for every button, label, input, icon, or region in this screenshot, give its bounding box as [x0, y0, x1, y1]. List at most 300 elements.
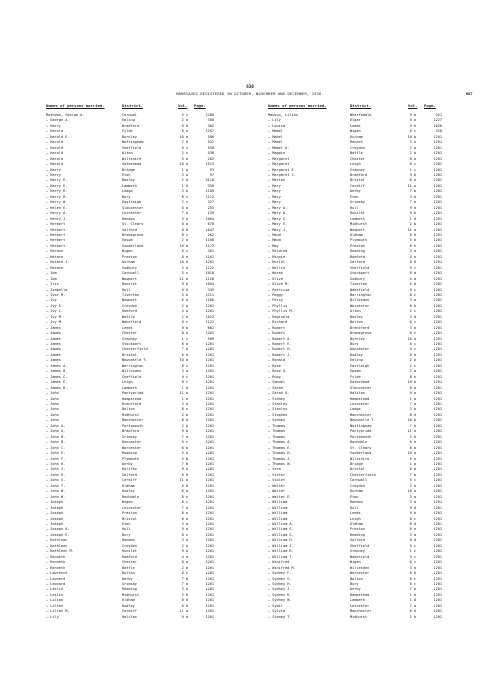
entry-district: Bury: [350, 342, 359, 347]
entry-page: 1094: [205, 282, 214, 287]
entry-page: 1201: [433, 314, 442, 319]
entry-district: Stepney: [350, 549, 365, 554]
entry-district: Lodge: [350, 407, 361, 412]
entry-volume: 9 b: [181, 549, 188, 554]
entry-name: — James C.: [46, 374, 68, 379]
entry-volume: 2 b: [181, 314, 188, 319]
entry-district: Chester: [122, 331, 137, 336]
entry-name: — Stephen: [268, 412, 288, 417]
entry-volume: 9 b: [409, 172, 416, 177]
entry-page: 1201: [205, 598, 214, 603]
entry-page: 1201: [433, 254, 442, 259]
entry-name: — James: [46, 342, 61, 347]
entry-name: — John R.: [46, 472, 66, 477]
entry-volume: 6 c: [181, 232, 188, 237]
entry-name: — John A.: [46, 429, 66, 434]
entry-volume: 8 e: [409, 527, 416, 532]
entry-page: 1201: [205, 614, 214, 619]
entry-volume: 7 b: [409, 189, 416, 194]
entry-page: 1201: [205, 538, 214, 543]
entry-page: 1201: [433, 527, 442, 532]
entry-name: — Winifred M.: [268, 565, 296, 570]
entry-page: 1201: [205, 363, 214, 368]
entry-volume: 3 a: [409, 140, 416, 145]
entry-volume: 8 d: [409, 412, 416, 417]
entry-district: Salford: [350, 538, 365, 543]
entry-district: Sheffield: [350, 543, 370, 548]
entry-name: — Thomas: [268, 423, 286, 428]
entry-district: Sheffield: [350, 265, 370, 270]
entry-volume: 1 c: [409, 167, 416, 172]
entry-name: — John C.: [46, 445, 66, 450]
entry-district: Rochdale: [350, 440, 368, 445]
entry-district: Bexley: [122, 178, 135, 183]
entry-name: — John: [46, 412, 59, 417]
entry-page: 1201: [433, 532, 442, 537]
entry-name: — Mary J.: [268, 227, 288, 232]
entry-page: 1201: [433, 205, 442, 210]
entry-district: Tiverton: [122, 292, 140, 297]
entry-page: 2288: [205, 113, 214, 117]
entry-name: — Horace: [46, 249, 64, 254]
entry-volume: 8 c: [409, 129, 416, 134]
entry-page: 1201: [205, 565, 214, 570]
entry-district: Burnley: [350, 336, 365, 341]
entry-volume: 6 a: [181, 352, 188, 357]
entry-district: Alton: [122, 151, 133, 156]
entry-page: 1201: [205, 418, 214, 423]
entry-page: 1201: [433, 511, 442, 516]
entry-volume: 3 a: [181, 216, 188, 221]
entry-volume: 5 c: [181, 113, 188, 117]
entry-name: — Sydney F.: [268, 571, 292, 576]
entry-page: 1112: [205, 194, 214, 199]
entry-page: 1201: [205, 462, 214, 466]
entry-district: Bolton: [350, 320, 363, 325]
entry-page: 1201: [205, 576, 214, 581]
entry-volume: 3 a: [181, 172, 188, 177]
right-page-header: Page.: [424, 103, 436, 108]
entry-volume: 11 a: [179, 391, 188, 396]
entry-name: — Thomas: [268, 434, 286, 439]
entry-district: Rochdale: [122, 494, 140, 499]
entry-district: Wigan: [122, 249, 133, 254]
entry-district: Halifax: [350, 391, 365, 396]
entry-page: 1211: [205, 292, 214, 297]
entry-page: 1201: [433, 500, 442, 505]
entry-name: — Harry: [46, 167, 61, 172]
entry-volume: 3 a: [181, 521, 188, 526]
entry-district: Derby: [122, 576, 133, 581]
entry-page: 255: [207, 205, 214, 210]
entry-volume: 6 b: [181, 603, 188, 608]
entry-page: 1201: [205, 434, 214, 439]
entry-district: Warrington: [350, 292, 372, 297]
entry-volume: 9 c: [181, 440, 188, 445]
entry-name: — John B.: [46, 440, 66, 445]
entry-name: — Harold: [46, 129, 64, 134]
entry-page: 321: [435, 113, 442, 117]
entry-name: — Joseph: [46, 505, 64, 510]
entry-volume: 8 d: [181, 483, 188, 488]
entry-volume: 9 b: [409, 123, 416, 128]
entry-page: 1201: [433, 167, 442, 172]
entry-district: Ealing: [122, 118, 135, 123]
entry-volume: 2 a: [181, 543, 188, 548]
entry-volume: 9 a: [409, 113, 416, 117]
entry-name: — Maud: [268, 238, 281, 243]
entry-page: 1201: [433, 592, 442, 597]
entry-page: 1201: [205, 358, 214, 363]
entry-page: 1201: [433, 549, 442, 554]
entry-volume: 9 b: [181, 325, 188, 330]
entry-district: Dudley: [122, 603, 135, 608]
entry-volume: 11 a: [407, 183, 416, 188]
entry-page: 1201: [433, 238, 442, 243]
entry-name: — Ronald: [268, 358, 286, 363]
entry-name: — John W.: [46, 489, 66, 494]
entry-name: — Harry E.: [46, 178, 68, 183]
entry-district: Stockport: [350, 271, 370, 276]
entry-page: 1201: [433, 521, 442, 526]
entry-volume: 5 b: [409, 282, 416, 287]
entry-volume: 9 c: [409, 287, 416, 292]
entry-volume: 9 b: [181, 282, 188, 287]
entry-page: 662: [207, 325, 214, 330]
entry-volume: 8 a: [409, 445, 416, 450]
entry-volume: 2 a: [409, 145, 416, 150]
entry-name: — Leslie: [46, 587, 64, 592]
entry-page: 1201: [433, 363, 442, 368]
entry-volume: 2 c: [409, 363, 416, 368]
entry-page: 1201: [433, 320, 442, 325]
entry-name: — John J.: [46, 467, 66, 472]
entry-volume: 2 c: [181, 151, 188, 156]
entry-volume: 7 b: [181, 347, 188, 352]
entry-name: — Walter: [268, 489, 286, 494]
entry-volume: 5 a: [409, 456, 416, 461]
entry-volume: 10 a: [179, 162, 188, 167]
entry-page: 1201: [205, 527, 214, 532]
entry-district: Manchester: [122, 418, 144, 423]
entry-page: 596: [207, 134, 214, 139]
entry-page: 1201: [433, 456, 442, 461]
entry-volume: 8 c: [181, 571, 188, 576]
entry-volume: 7 a: [409, 402, 416, 407]
entry-name: — James E.: [46, 380, 68, 385]
entry-name: — Patricia: [268, 287, 290, 292]
entry-name: — Sarah: [268, 385, 283, 390]
entry-name: — Vera: [268, 467, 281, 472]
entry-page: 1201: [433, 451, 442, 456]
entry-district: Burnley: [122, 134, 137, 139]
entry-district: Plymouth: [122, 456, 140, 461]
entry-district: Leicester: [122, 211, 142, 216]
entry-volume: 2 a: [409, 483, 416, 488]
entry-district: Grimsby: [350, 200, 365, 205]
entry-name: — Winifred: [268, 560, 290, 565]
entry-volume: 11 a: [407, 227, 416, 232]
entry-page: 532: [207, 140, 214, 145]
entry-district: Midhurst: [350, 614, 368, 619]
entry-name: — Olive: [268, 276, 283, 281]
entry-name: Mathews, George A.: [46, 113, 85, 117]
entry-district: Dudley: [122, 489, 135, 494]
entry-volume: 8 c: [409, 342, 416, 347]
entry-page: 1201: [205, 342, 214, 347]
entry-page: 1201: [205, 609, 214, 614]
entry-volume: 8 e: [409, 374, 416, 379]
entry-page: 1201: [205, 505, 214, 510]
entry-district: Leigh: [350, 162, 361, 167]
entry-volume: 8 e: [181, 129, 188, 134]
entry-district: Pontypridd: [122, 391, 144, 396]
entry-district: Fylde: [122, 129, 133, 134]
entry-volume: 8 a: [181, 560, 188, 565]
entry-name: — Margaret: [268, 162, 290, 167]
entry-name: — Harold: [46, 151, 64, 156]
entry-volume: 5 b: [181, 456, 188, 461]
entry-page: 1201: [433, 538, 442, 543]
entry-volume: 8 c: [181, 500, 188, 505]
entry-district: Newcastle T.: [122, 358, 148, 363]
left-names-header: Names of persons married.: [46, 103, 105, 108]
right-vol-header: Vol.: [408, 103, 418, 108]
entry-volume: 10 a: [179, 134, 188, 139]
entry-name: — Mary E.: [268, 216, 288, 221]
entry-volume: 1 d: [181, 385, 188, 390]
entry-page: 1020: [433, 123, 442, 128]
entry-name: — Margaret: [268, 156, 290, 161]
entry-district: Hampstead: [122, 396, 142, 401]
entry-district: Chester: [350, 156, 365, 161]
entry-name: — Phyllis: [268, 303, 288, 308]
entry-district: Hampstead: [350, 592, 370, 597]
entry-district: Bradford: [122, 429, 140, 434]
entry-volume: 2 a: [409, 358, 416, 363]
entry-page: 1201: [433, 445, 442, 450]
entry-name: — William J.: [268, 543, 294, 548]
entry-volume: 6 b: [409, 303, 416, 308]
entry-name: — Olive M.: [268, 282, 290, 287]
entry-name: — Harry: [46, 172, 61, 177]
entry-district: Doncaster: [350, 347, 370, 352]
entry-volume: 7 b: [409, 472, 416, 477]
entry-name: — Iris: [46, 282, 59, 287]
entry-name: — Sydney W.: [268, 598, 292, 603]
entry-page: 1201: [433, 227, 442, 232]
entry-district: Halifax: [122, 467, 137, 472]
entry-page: 1201: [205, 440, 214, 445]
entry-district: Hendon: [122, 216, 135, 221]
entry-district: Gateshead: [122, 162, 142, 167]
entry-volume: 3 a: [181, 451, 188, 456]
entry-volume: 5 c: [181, 271, 188, 276]
entry-page: 345: [207, 287, 214, 292]
entry-district: Croydon: [122, 543, 137, 548]
entry-district: Leigh: [122, 380, 133, 385]
entry-page: 1201: [433, 369, 442, 374]
entry-district: Willesden: [122, 369, 142, 374]
entry-name: — Sybil: [268, 603, 283, 608]
entry-name: — Mabel: [268, 140, 283, 145]
entry-district: Gateshead: [350, 380, 370, 385]
entry-name: — William E.: [268, 527, 294, 532]
entry-name: — Leslie: [46, 592, 64, 597]
entry-page: 3118: [205, 178, 214, 183]
entry-name: — Lilian M.: [46, 609, 70, 614]
entry-page: 1201: [433, 407, 442, 412]
entry-district: Alton: [350, 309, 361, 314]
entry-volume: 9 d: [409, 505, 416, 510]
entry-name: — John S.: [46, 478, 66, 483]
entry-district: Newport: [122, 276, 137, 281]
entry-volume: 4 a: [409, 276, 416, 281]
entry-district: Wigan: [350, 129, 361, 134]
entry-volume: 1 c: [409, 549, 416, 554]
entry-volume: 8 c: [409, 162, 416, 167]
entry-name: — John: [46, 391, 59, 396]
entry-district: Bexley: [350, 314, 363, 319]
entry-volume: 3 a: [409, 500, 416, 505]
entry-district: Cardiff: [350, 183, 365, 188]
entry-district: Durham: [350, 134, 363, 139]
entry-name: — Thomas A.: [268, 440, 292, 445]
entry-page: 1064: [205, 216, 214, 221]
page-title: MARRIAGES REGISTERED IN OCTOBER, NOVEMBER AND DECEMBER, 1936.: [176, 92, 324, 96]
entry-volume: 9 d: [409, 205, 416, 210]
entry-name: — Thomas: [268, 429, 286, 434]
entry-volume: 2 b: [409, 222, 416, 227]
entry-page: 1201: [433, 183, 442, 188]
entry-name: — John: [46, 402, 59, 407]
entry-district: Durham: [122, 260, 135, 265]
entry-page: 1201: [205, 532, 214, 537]
entry-volume: 5 b: [409, 238, 416, 243]
entry-page: 1122: [205, 265, 214, 270]
entry-district: Croydon: [350, 145, 365, 150]
entry-name: — Robert E.: [268, 342, 292, 347]
entry-page: 1201: [433, 287, 442, 292]
entry-district: Eton: [122, 521, 131, 526]
entry-name: — William H.: [268, 538, 294, 543]
entry-name: — Muriel: [268, 260, 286, 265]
entry-volume: 11 a: [179, 276, 188, 281]
entry-page: 1201: [433, 162, 442, 167]
entry-page: 1201: [205, 451, 214, 456]
entry-district: Hendon: [122, 538, 135, 543]
entry-page: 1201: [205, 571, 214, 576]
entry-name: — Sydney H.: [268, 581, 292, 586]
entry-volume: 2 b: [409, 151, 416, 156]
entry-page: 1201: [205, 483, 214, 488]
entry-volume: 6 a: [409, 178, 416, 183]
entry-page: 1201: [205, 472, 214, 477]
entry-page: 1201: [433, 412, 442, 417]
left-vol-header: Vol.: [178, 103, 188, 108]
entry-page: 328: [435, 129, 442, 134]
entry-district: Oldham: [122, 483, 135, 488]
entry-page: 327: [207, 200, 214, 205]
entry-name: — Robert A.: [268, 336, 292, 341]
entry-volume: 8 c: [181, 249, 188, 254]
entry-volume: 3 a: [181, 538, 188, 543]
entry-page: 1201: [205, 352, 214, 357]
entry-page: 1201: [433, 260, 442, 265]
entry-district: Bristol: [122, 516, 137, 521]
entry-district: Croydon: [350, 483, 365, 488]
entry-district: Durham: [350, 489, 363, 494]
entry-name: — Thomas E.: [268, 445, 292, 450]
entry-name: — Reginald: [268, 314, 290, 319]
entry-volume: 10 a: [407, 134, 416, 139]
entry-volume: 1 d: [409, 216, 416, 221]
entry-volume: 8 c: [409, 292, 416, 297]
page-number: 630: [246, 84, 254, 89]
entry-name: — Ivy M.: [46, 314, 64, 319]
entry-page: 1201: [433, 560, 442, 565]
entry-page: 1227: [433, 118, 442, 123]
entry-district: Stepney: [350, 167, 365, 172]
entry-volume: 9 c: [181, 320, 188, 325]
entry-volume: 8 c: [409, 576, 416, 581]
entry-volume: 10 a: [179, 260, 188, 265]
entry-district: Eton: [350, 194, 359, 199]
entry-volume: 2 a: [181, 238, 188, 243]
entry-name: — Walter: [268, 483, 286, 488]
entry-volume: 6 b: [181, 489, 188, 494]
entry-name: — Ida: [46, 276, 57, 281]
entry-name: — Joseph A.: [46, 527, 70, 532]
entry-page: 1201: [433, 145, 442, 150]
entry-district: Bridge: [350, 462, 363, 466]
entry-district: Brentford: [122, 402, 142, 407]
entry-district: Hull: [122, 287, 131, 292]
entry-page: 1106: [205, 238, 214, 243]
entry-district: Reading: [122, 587, 137, 592]
entry-district: Bury: [122, 194, 131, 199]
entry-volume: 8 d: [181, 472, 188, 477]
entry-district: Midhurst: [350, 222, 368, 227]
entry-name: — Horace: [46, 265, 64, 270]
entry-district: Cornwall: [122, 271, 140, 276]
entry-district: Battle: [122, 314, 135, 319]
entry-name: — Kathleen: [46, 543, 68, 548]
entry-name: — Herbert: [46, 243, 66, 248]
entry-volume: 1 a: [409, 462, 416, 466]
entry-name: — John T.: [46, 483, 66, 488]
entry-volume: 2 b: [181, 565, 188, 570]
entry-district: Derby: [350, 587, 361, 592]
entry-page: 1201: [433, 467, 442, 472]
entry-name: — Joseph: [46, 516, 64, 521]
entry-page: 1201: [433, 385, 442, 390]
entry-volume: 8 c: [409, 516, 416, 521]
entry-volume: 3 a: [409, 494, 416, 499]
entry-page: 1201: [433, 554, 442, 559]
corner-mark: MAT: [466, 92, 473, 96]
entry-name: — Mary A.: [268, 211, 288, 216]
entry-name: — Harold: [46, 145, 64, 150]
entry-volume: 9 a: [181, 467, 188, 472]
entry-page: 1201: [433, 189, 442, 194]
entry-page: 1201: [433, 587, 442, 592]
entry-page: 1201: [433, 494, 442, 499]
entry-district: Wharfedale: [350, 113, 372, 117]
entry-district: Chesterfield: [350, 472, 376, 477]
entry-page: 1201: [433, 156, 442, 161]
entry-volume: 3 a: [181, 587, 188, 592]
